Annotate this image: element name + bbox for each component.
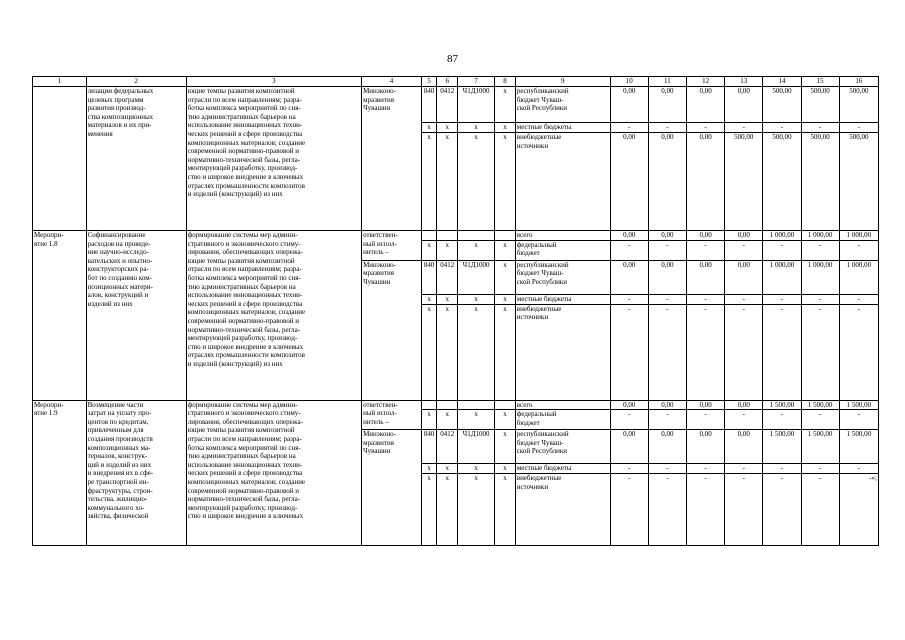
amount: - [839, 410, 878, 430]
code-csr: Ч1Д1000 [458, 430, 495, 464]
amount: 1 000,00 [839, 231, 878, 241]
code-vr: x [495, 430, 516, 464]
funding-source: республиканский бюджет Чуваш- ской Республики [515, 87, 610, 123]
code-gr: x [421, 133, 436, 231]
responsible: Минэконо- мразвития Чувашии [362, 87, 422, 231]
code-csr [458, 231, 495, 241]
amount: - [648, 240, 686, 260]
code-rz: x [437, 304, 458, 400]
amount: 500,00 [801, 87, 839, 123]
code-gr: x [421, 464, 436, 474]
amount: - [687, 464, 725, 474]
amount: - [725, 410, 763, 430]
code-rz: x [437, 464, 458, 474]
event-goal: формирование системы мер админи- стративного и экономического стиму- лирования, обеспечивающих опережа- ющие темпы развития композитной отрасли по всем направлениям; разра- ботка комплекса мероприятий по сня- тию административных барьеров на использование инновационных техни- ческих решений в сфере производства композиционных материалов; создание современной нормативно-правовой и нормативно-технической базы, регла- ментирующей разработку, производ- ство и широкое внедрение в ключевых отраслях промышленности композитов и изделий (конструкций) из них [186, 231, 361, 401]
amount: - [763, 123, 801, 133]
code-vr: x [495, 87, 516, 123]
funding-source: местные бюджеты [515, 464, 610, 474]
code-gr [421, 400, 436, 410]
amount: 500,00 [801, 133, 839, 231]
amount: 0,00 [648, 260, 686, 294]
amount: 0,00 [687, 231, 725, 241]
amount: - [763, 294, 801, 304]
amount: - [687, 294, 725, 304]
amount: - [648, 464, 686, 474]
amount: - [687, 410, 725, 430]
amount: 0,00 [648, 87, 686, 123]
amount: - [763, 474, 801, 546]
responsible: Минэконо- мразвития Чувашии [362, 260, 422, 400]
amount: - [801, 240, 839, 260]
column-number-row [33, 77, 879, 87]
amount: - [725, 474, 763, 546]
code-gr: x [421, 410, 436, 430]
amount: - [725, 294, 763, 304]
code-vr: x [495, 240, 516, 260]
col-header: 4 [362, 77, 422, 87]
code-rz: 0412 [437, 430, 458, 464]
code-csr: x [458, 410, 495, 430]
amount: 500,00 [839, 87, 878, 123]
code-gr: x [421, 294, 436, 304]
amount: 0,00 [725, 400, 763, 410]
amount: - [801, 304, 839, 400]
amount: - [763, 464, 801, 474]
code-rz: x [437, 240, 458, 260]
col-header: 2 [86, 77, 186, 87]
amount: 0,00 [725, 231, 763, 241]
amount: - [839, 304, 878, 400]
amount: 1 500,00 [763, 430, 801, 464]
col-header: 9 [515, 77, 610, 87]
event-goal: формирование системы мер админи- стративного и экономического стиму- лирования, обеспечивающих опережа- ющие темпы развития композитной отрасли по всем направлениям; разра- ботка комплекса мероприятий по сня- тию административных барьеров на использование инновационных техни- ческих решений в сфере производства композиционных материалов; создание современной нормативно-правовой и нормативно-технической базы, регла- ментирующей разработку, производ- ство и широкое внедрение в ключевых [186, 400, 361, 546]
amount: - [725, 464, 763, 474]
amount: 0,00 [648, 133, 686, 231]
col-header: 6 [437, 77, 458, 87]
code-vr: x [495, 464, 516, 474]
event-number [33, 87, 87, 231]
amount: - [801, 123, 839, 133]
amount: 0,00 [648, 400, 686, 410]
code-gr [421, 231, 436, 241]
amount: - [648, 304, 686, 400]
amount: 1 000,00 [839, 260, 878, 294]
amount: 1 500,00 [801, 400, 839, 410]
amount: 0,00 [648, 231, 686, 241]
funding-source: местные бюджеты [515, 123, 610, 133]
amount: - [763, 304, 801, 400]
budget-table [32, 76, 879, 546]
amount: - [725, 304, 763, 400]
code-gr: 840 [421, 87, 436, 123]
code-vr: x [495, 294, 516, 304]
amount: - [687, 240, 725, 260]
code-csr: Ч1Д1000 [458, 87, 495, 123]
amount: - [725, 123, 763, 133]
code-csr [458, 400, 495, 410]
col-header: 16 [839, 77, 878, 87]
amount: - [610, 240, 648, 260]
code-vr [495, 231, 516, 241]
amount: - [648, 123, 686, 133]
code-csr: x [458, 474, 495, 546]
amount: 0,00 [610, 400, 648, 410]
event-goal: ющие темпы развития композитной отрасли по всем направлениям; разра- ботка комплекса мероприятий по сня- тию административных барьеров на использование инновационных техни- ческих решений в сфере производства композиционных материалов; создание современной нормативно-правовой и нормативно-технической базы, регла- ментирующей разработку, производ- ство и широкое внедрение в ключевых отраслях промышленности композитов и изделий (конструкций) из них [186, 87, 361, 231]
funding-source: внебюджетные источники [515, 474, 610, 546]
funding-source: всего [515, 400, 610, 410]
amount: - [610, 474, 648, 546]
amount: - [801, 410, 839, 430]
code-gr: x [421, 304, 436, 400]
funding-source: местные бюджеты [515, 294, 610, 304]
code-rz: x [437, 133, 458, 231]
amount: 0,00 [725, 87, 763, 123]
code-vr: x [495, 410, 516, 430]
event-name: лизации федеральных целевых программ развития производ- ства композиционных материалов и их при- менения [86, 87, 186, 231]
col-header: 8 [495, 77, 516, 87]
table-row [33, 400, 879, 410]
code-gr: x [421, 474, 436, 546]
amount: - [801, 474, 839, 546]
amount: 0,00 [687, 133, 725, 231]
code-vr: x [495, 474, 516, 546]
col-header: 7 [458, 77, 495, 87]
col-header: 3 [186, 77, 361, 87]
amount: 500,00 [839, 133, 878, 231]
funding-source: внебюджетные источники [515, 133, 610, 231]
code-vr: x [495, 260, 516, 294]
col-header: 14 [763, 77, 801, 87]
code-rz: x [437, 294, 458, 304]
amount: - [610, 294, 648, 304]
amount: - [648, 294, 686, 304]
amount: 1 000,00 [801, 231, 839, 241]
amount: - [839, 294, 878, 304]
event-name: Возмещение части затрат на уплату про- центов по кредитам, привлеченным для создания производств композиционных ма- териалов, конструк- ций и изделий из них и внедрения их в сфе- ре транспортной ин- фраструктуры, строи- тельства, жилищно- коммунального хо- зяйства, физической [86, 400, 186, 546]
amount: - [801, 294, 839, 304]
col-header: 11 [648, 77, 686, 87]
amount: 0,00 [610, 87, 648, 123]
amount: - [839, 464, 878, 474]
amount: 0,00 [687, 430, 725, 464]
amount: - [839, 123, 878, 133]
amount: - [648, 474, 686, 546]
amount: - [763, 240, 801, 260]
code-vr: x [495, 304, 516, 400]
code-csr: x [458, 304, 495, 400]
amount: 0,00 [687, 400, 725, 410]
code-gr: x [421, 240, 436, 260]
event-number: Меропри- ятие 1.9 [33, 400, 87, 546]
code-csr: x [458, 133, 495, 231]
amount: -»; [839, 474, 878, 546]
code-csr: x [458, 294, 495, 304]
amount: 1 500,00 [763, 400, 801, 410]
amount: 1 000,00 [763, 231, 801, 241]
funding-source: всего [515, 231, 610, 241]
funding-source: республиканский бюджет Чуваш- ской Республики [515, 430, 610, 464]
funding-source: внебюджетные источники [515, 304, 610, 400]
amount: 0,00 [687, 260, 725, 294]
amount: - [763, 410, 801, 430]
code-rz [437, 231, 458, 241]
amount: 500,00 [763, 133, 801, 231]
amount: 500,00 [725, 133, 763, 231]
code-csr: Ч1Д1000 [458, 260, 495, 294]
code-rz [437, 400, 458, 410]
amount: 1 500,00 [801, 430, 839, 464]
amount: 0,00 [725, 430, 763, 464]
funding-source: федеральный бюджет [515, 240, 610, 260]
amount: - [801, 464, 839, 474]
amount: - [648, 410, 686, 430]
amount: 1 500,00 [839, 400, 878, 410]
amount: 0,00 [610, 133, 648, 231]
event-number: Меропри- ятие 1.8 [33, 231, 87, 401]
amount: - [610, 410, 648, 430]
col-header: 12 [687, 77, 725, 87]
table-row [33, 87, 879, 123]
funding-source: республиканский бюджет Чуваш- ской Республики [515, 260, 610, 294]
responsible-executor: ответствен- ный испол- нитель – [362, 400, 422, 430]
amount: - [610, 304, 648, 400]
code-gr: x [421, 123, 436, 133]
code-rz: x [437, 410, 458, 430]
funding-source: федеральный бюджет [515, 410, 610, 430]
amount: 0,00 [687, 87, 725, 123]
responsible: Минэконо- мразвития Чувашии [362, 430, 422, 546]
amount: - [725, 240, 763, 260]
code-vr: x [495, 133, 516, 231]
code-vr: x [495, 123, 516, 133]
col-header: 5 [421, 77, 436, 87]
amount: 1 500,00 [839, 430, 878, 464]
amount: - [610, 464, 648, 474]
responsible-executor: ответствен- ный испол- нитель – [362, 231, 422, 261]
col-header: 13 [725, 77, 763, 87]
amount: 1 000,00 [763, 260, 801, 294]
code-rz: x [437, 123, 458, 133]
code-gr: 840 [421, 260, 436, 294]
event-name: Софинансирование расходов на проведе- ние научно-исследо- вательских и опытно- конструкторских ра- бот по созданию ком- позиционных матери- алов, конструкций и изделий из них [86, 231, 186, 401]
code-vr [495, 400, 516, 410]
code-rz: x [437, 474, 458, 546]
amount: 0,00 [610, 260, 648, 294]
code-csr: x [458, 464, 495, 474]
col-header: 15 [801, 77, 839, 87]
col-header: 1 [33, 77, 87, 87]
col-header: 10 [610, 77, 648, 87]
amount: 1 000,00 [801, 260, 839, 294]
amount: - [839, 240, 878, 260]
amount: 500,00 [763, 87, 801, 123]
code-rz: 0412 [437, 87, 458, 123]
amount: 0,00 [610, 430, 648, 464]
code-csr: x [458, 240, 495, 260]
code-rz: 0412 [437, 260, 458, 294]
amount: 0,00 [725, 260, 763, 294]
amount: - [687, 304, 725, 400]
amount: - [610, 123, 648, 133]
code-csr: x [458, 123, 495, 133]
amount: 0,00 [610, 231, 648, 241]
code-gr: 840 [421, 430, 436, 464]
table-row [33, 231, 879, 241]
amount: 0,00 [648, 430, 686, 464]
amount: - [687, 474, 725, 546]
page-number: 87 [447, 53, 458, 65]
amount: - [687, 123, 725, 133]
